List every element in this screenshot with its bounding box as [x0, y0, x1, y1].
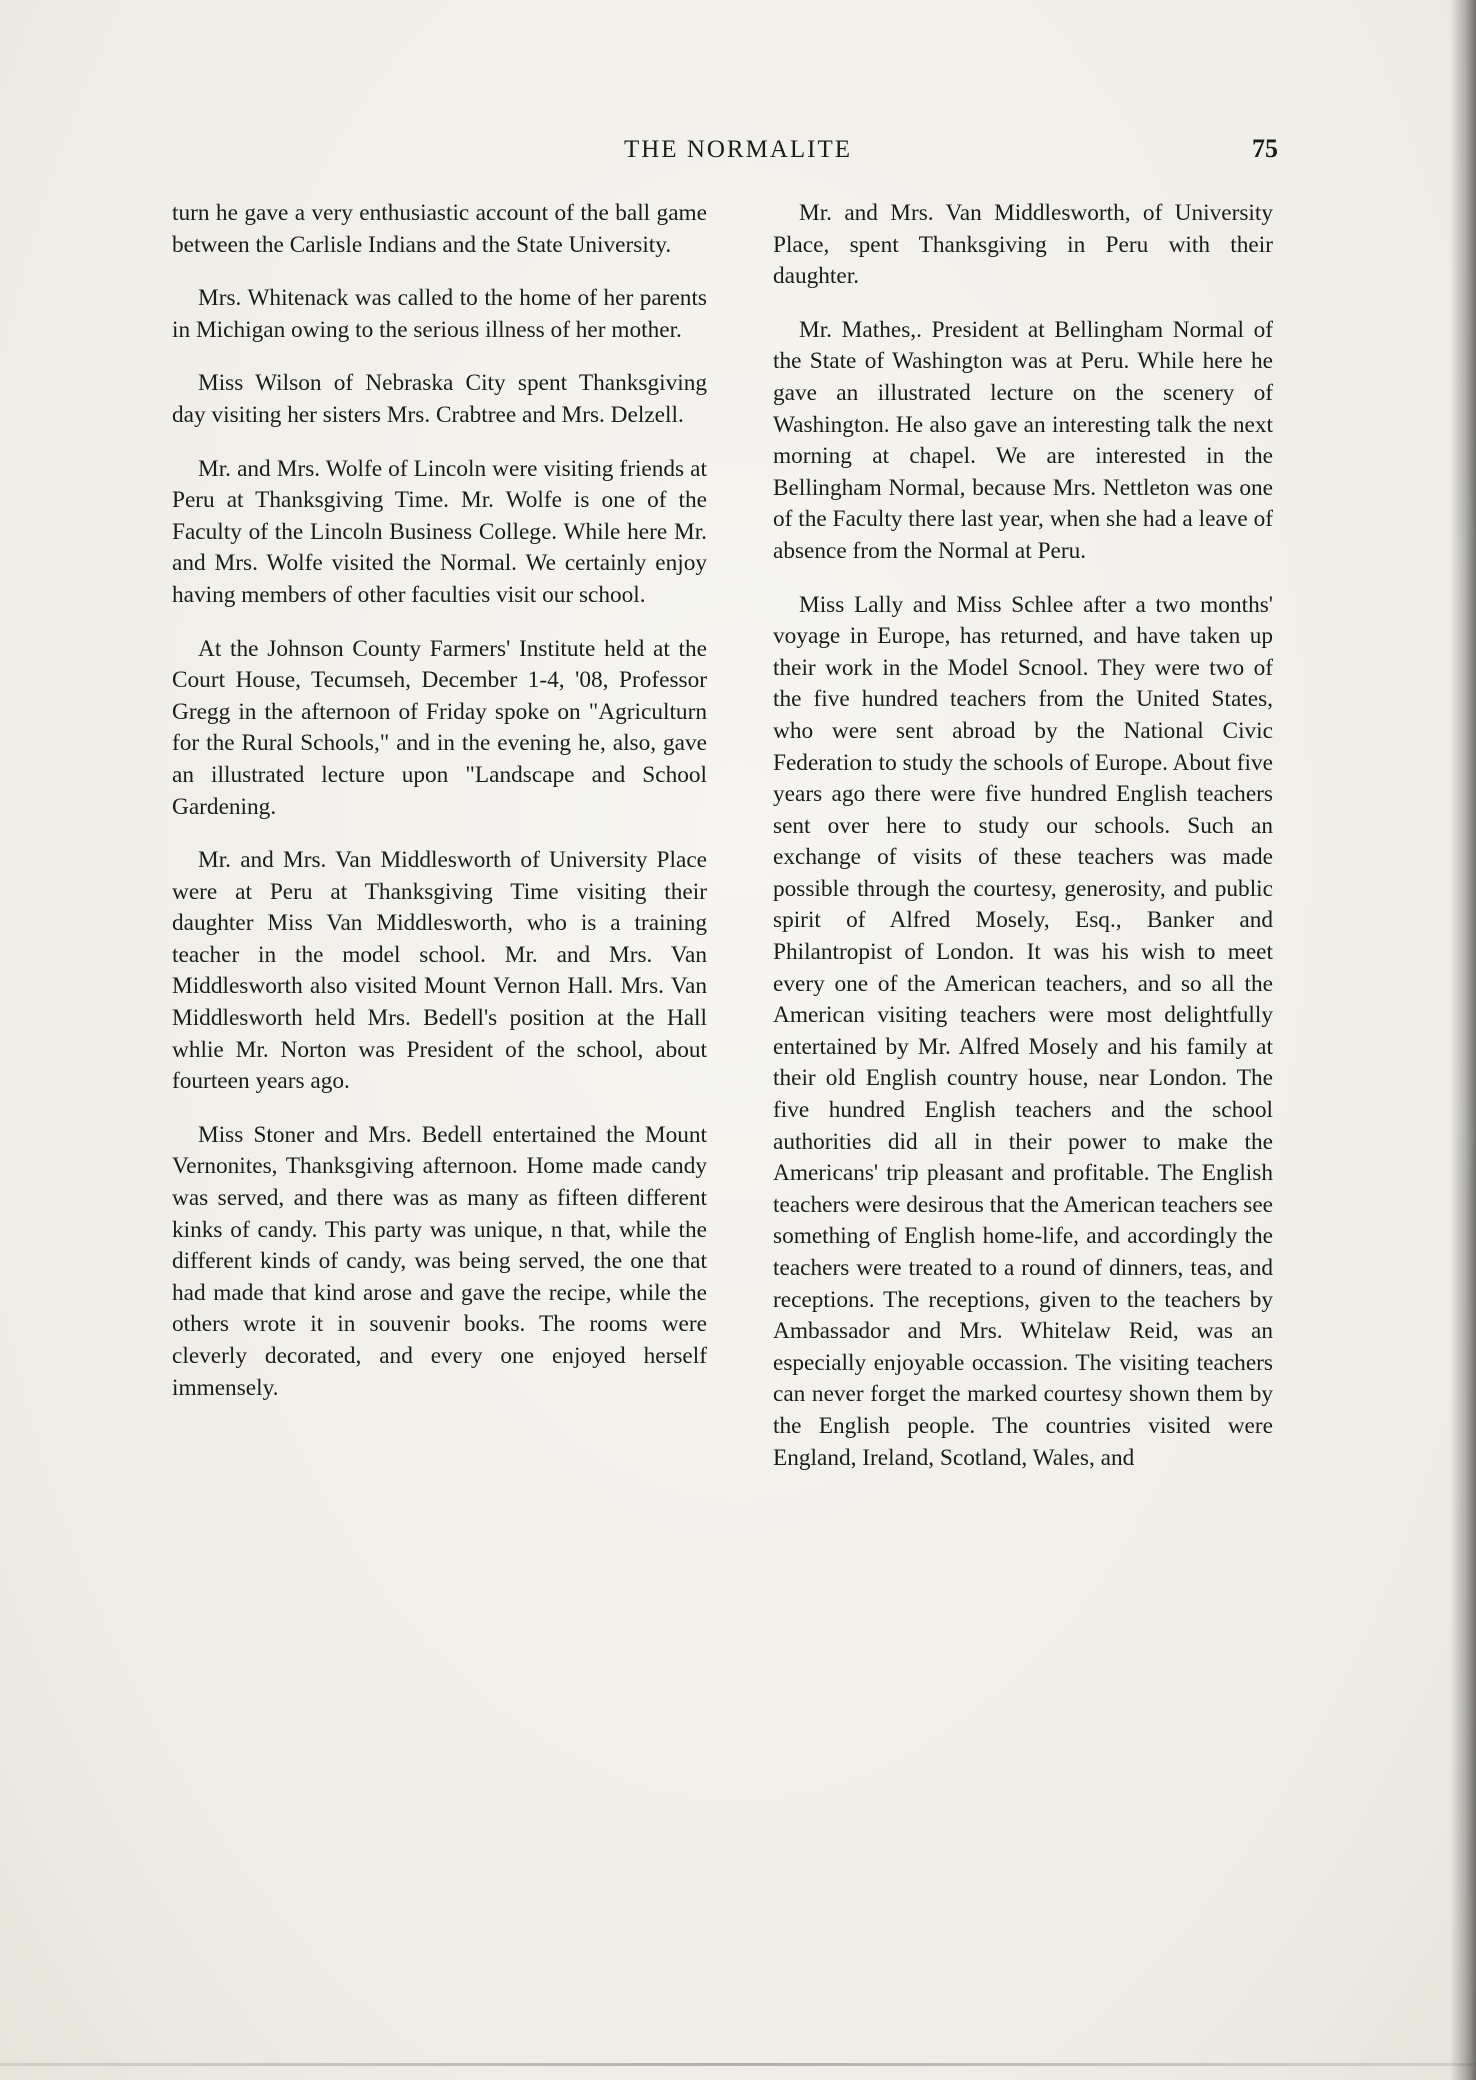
paragraph-van-middlesworth: Mr. and Mrs. Van Middlesworth of University Place were at Peru at Thanksgiving Time visiting their daughter Miss Van Middlesworth, who is a training teacher in the model school. Mr. and Mrs. Van Middlesworth also visited Mount Vernon Hall. Mrs. Van Middlesworth held Mrs. Bedell's position at the Hall whlie Mr. Norton was President of the school, about fourteen years ago. — [172, 847, 707, 1095]
paragraph-wilson: Miss Wilson of Nebraska City spent Thanksgiving day visiting her sisters Mrs. Crabtree and Mrs. Delzell. — [172, 370, 707, 428]
paragraph-mathes: Mr. Mathes,. President at Bellingham Normal of the State of Washington was at Peru. While here he gave an illustrated lecture on the scenery of Washington. He also gave an interesting talk the next morning at chapel. We are interested in the Bellingham Normal, because Mrs. Nettleton was one of the Faculty there last year, when she had a leave of absence from the Normal at Peru. — [773, 316, 1273, 564]
binding-shadow — [1450, 0, 1476, 2080]
paragraph-lally-schlee: Miss Lally and Miss Schlee after a two months' voyage in Europe, has returned, and have taken up their work in the Model Scnool. They were two of the five hundred teachers from the United States, who were sent abroad by the National Civic Federation to study the schools of Europe. About five years ago there were five hundred English teachers sent over here to study our schools. Such an exchange of visits of these teachers was made possible through the courtesy, generosity, and public spirit of Alfred Mosely, Esq., Banker and Philantropist of London. It was his wish to meet every one of the American teachers, and so all the American visiting teachers were most delightfully entertained by Mr. Alfred Mosely and his family at their old English country house, near London. The five hundred English teachers and the school authorities did all in their power to make the Americans' trip pleasant and profitable. The English teachers were desirous that the American teachers see something of English home-life, and accordingly the teachers were treated to a round of dinners, teas, and receptions. The receptions, given to the teachers by Ambassador and Mrs. Whitelaw Reid, was an especially enjoyable occassion. The visiting teachers can never forget the marked courtesy shown them by the English people. The countries visited were England, Ireland, Scotland, Wales, and — [773, 591, 1273, 1471]
left-column — [172, 198, 707, 1426]
paragraph-farmers-institute: At the Johnson County Farmers' Institute held at the Court House, Tecumseh, December 1-4, '08, Professor Gregg in the afternoon of Friday spoke on "Agriculturn for the Rural Schools," and in the evening he, also, gave an illustrated lecture upon "Landscape and School Gardening. — [172, 635, 707, 820]
right-column — [773, 198, 1273, 1496]
paragraph-wolfe: Mr. and Mrs. Wolfe of Lincoln were visiting friends at Peru at Thanksgiving Time. Mr. Wolfe is one of the Faculty of the Lincoln Business College. While here Mr. and Mrs. Wolfe visited the Normal. We certainly enjoy having members of other faculties visit our school. — [172, 455, 707, 608]
paragraph-whitenack: Mrs. Whitenack was called to the home of her parents in Michigan owing to the serious illness of her mother. — [172, 285, 707, 343]
page-bottom-edge — [0, 2063, 1476, 2066]
paragraph-stoner-bedell: Miss Stoner and Mrs. Bedell entertained the Mount Vernonites, Thanksgiving afternoon. Home made candy was served, and there was as many as fifteen different kinks of candy. This party was unique, n that, while the different kinds of candy, was being served, the one that had made that kind arose and gave the recipe, while the others wrote it in souvenir books. The rooms were cleverly decorated, and every one enjoyed herself immensely. — [172, 1121, 707, 1401]
paragraph-van-middlesworth-short: Mr. and Mrs. Van Middlesworth, of University Place, spent Thanksgiving in Peru with their daughter. — [773, 200, 1273, 290]
running-head — [0, 132, 1476, 172]
paragraph-continued: turn he gave a very enthusiastic account of the ball game between the Carlisle Indians and the State University. — [172, 200, 707, 258]
page-number: 75 — [1252, 134, 1278, 163]
journal-title: THE NORMALITE — [623, 136, 853, 163]
